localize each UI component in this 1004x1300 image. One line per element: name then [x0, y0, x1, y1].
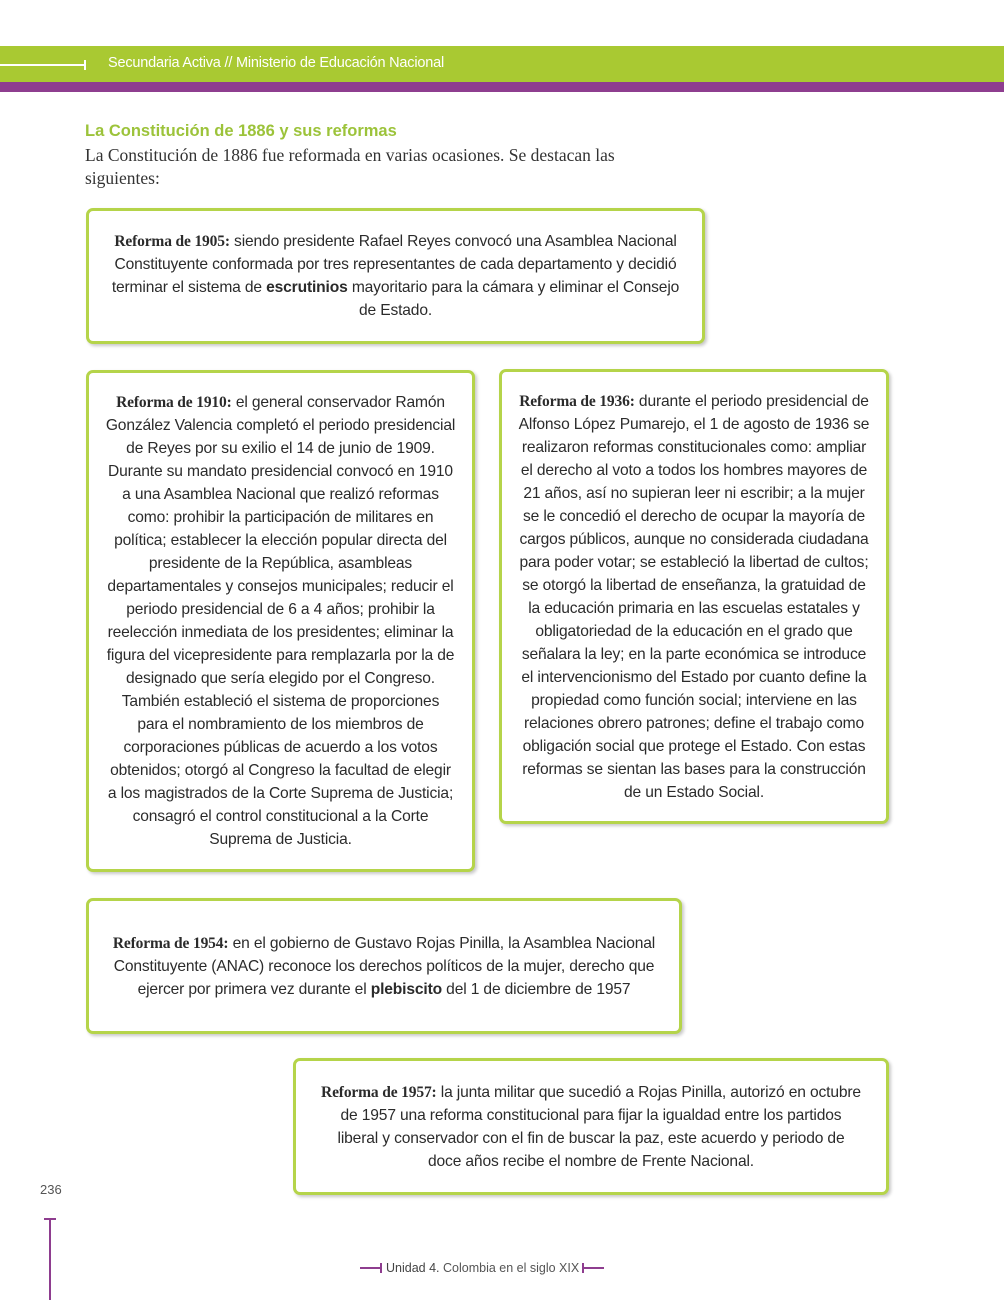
footer-label: [386, 1261, 579, 1275]
page-number: 236: [40, 1182, 62, 1197]
reform-1905-keyword: escrutinios: [266, 279, 348, 296]
reform-1936-body: durante el periodo presidencial de Alfonso López Pumarejo, el 1 de agosto de 1936 se realizaron reformas constitucionales como: ampliar el derecho al voto a todos los hombres mayores de 21 años, así no supieran leer ni escribir; a la mujer se le concedió el derecho de ocupar la mayoría de cargos públicos, aunque no considerada ciudadana para poder votar; se estableció la libertad de cultos; se otorgó la libertad de enseñanza, la gratuidad de la educación primaria en las escuelas estatales y obligatoriedad de la educación en el grado que señalara la ley; en la parte económica se introduce el intervencionismo del Estado por cuanto define la propiedad como función social; interviene en las relaciones obrero patrones; define el trabajo como obligación social que protege el Estado. Con estas reformas se sientan las bases para la construcción de un Estado Social.: [518, 392, 870, 801]
reform-1954-body-a: en el gobierno de Gustavo Rojas Pinilla, la Asamblea Nacional Constituyente (ANAC) reconoce los derechos políticos de la mujer, derecho que ejercer por primera vez durante el: [113, 934, 656, 998]
reform-1905-box: [86, 208, 705, 344]
footer: [360, 1261, 604, 1275]
reform-1954-box: [86, 898, 682, 1034]
reform-1936-lead: Reforma de 1936:: [519, 392, 635, 410]
reform-1957-text: [320, 1081, 862, 1173]
reform-1910-box: [86, 370, 475, 872]
reform-1957-lead: Reforma de 1957:: [321, 1083, 437, 1101]
margin-rule: [49, 1218, 51, 1300]
reform-1905-lead: Reforma de 1905:: [114, 233, 230, 250]
reform-1910-lead: Reforma de 1910:: [116, 394, 232, 411]
footer-rule-right: [582, 1267, 604, 1269]
header-title: Secundaria Activa // Ministerio de Educación Nacional: [108, 55, 444, 71]
reform-1910-body: el general conservador Ramón González Valencia completó el periodo presidencial de Reyes por su exilio el 14 de junio de 1909. Durante su mandato presidencial convocó en 1910 a una Asamblea Nacional que realizó reformas como: prohibir la participación de militares en política; establecer la elección popular directa del presidente de la República, asambleas departamentales y consejos municipales; reducir el periodo presidencial de 6 a 4 años; prohibir la reelección inmediata de los presidentes; eliminar la figura del vicepresidente para remplazarla por la de designado que sería elegido por el Congreso. También estableció el sistema de proporciones para el nombramiento de los miembros de corporaciones públicas de acuerdo a los votos obtenidos; otorgó al Congreso la facultad de elegir a los magistrados de la Corte Suprema de Justicia; consagró el control constitucional a la Corte Suprema de Justicia.: [105, 394, 456, 848]
footer-unit: Unidad 4.: [386, 1261, 440, 1275]
reform-1905-body-b: mayoritario para la cámara y eliminar el Consejo de Estado.: [347, 279, 680, 319]
header-rule-tick: [84, 60, 86, 70]
header-stripe: [0, 82, 1004, 92]
section-intro: La Constitución de 1886 fue reformada en varias ocasiones. Se destacan las siguientes:: [85, 145, 615, 188]
reform-1905-text: [111, 230, 680, 322]
reform-1957-box: [293, 1058, 889, 1195]
reform-1936-text: [518, 390, 870, 804]
reform-1954-text: [111, 932, 657, 1001]
reform-1954-keyword: plebiscito: [370, 980, 442, 998]
reform-1954-lead: Reforma de 1954:: [112, 934, 229, 952]
reform-1910-text: [105, 391, 456, 851]
section-title: La Constitución de 1886 y sus reformas: [85, 122, 397, 140]
reform-1957-body: la junta militar que sucedió a Rojas Pinilla, autorizó en octubre de 1957 una reforma constitucional para fijar la igualdad entre los partidos liberal y conservador con el fin de buscar la paz, este acuerdo y periodo de doce años recibe el nombre de Frente Nacional.: [337, 1083, 861, 1170]
footer-rule-left: [360, 1267, 382, 1269]
reform-1905-body-a: siendo presidente Rafael Reyes convocó una Asamblea Nacional Constituyente conformada por tres representantes de cada departamento y decidió terminar el sistema de: [111, 233, 677, 296]
reform-1954-body-b: del 1 de diciembre de 1957: [442, 980, 631, 998]
header-rule: [0, 64, 84, 66]
reform-1936-box: [499, 369, 889, 824]
footer-subtitle: Colombia en el siglo XIX: [443, 1261, 580, 1275]
